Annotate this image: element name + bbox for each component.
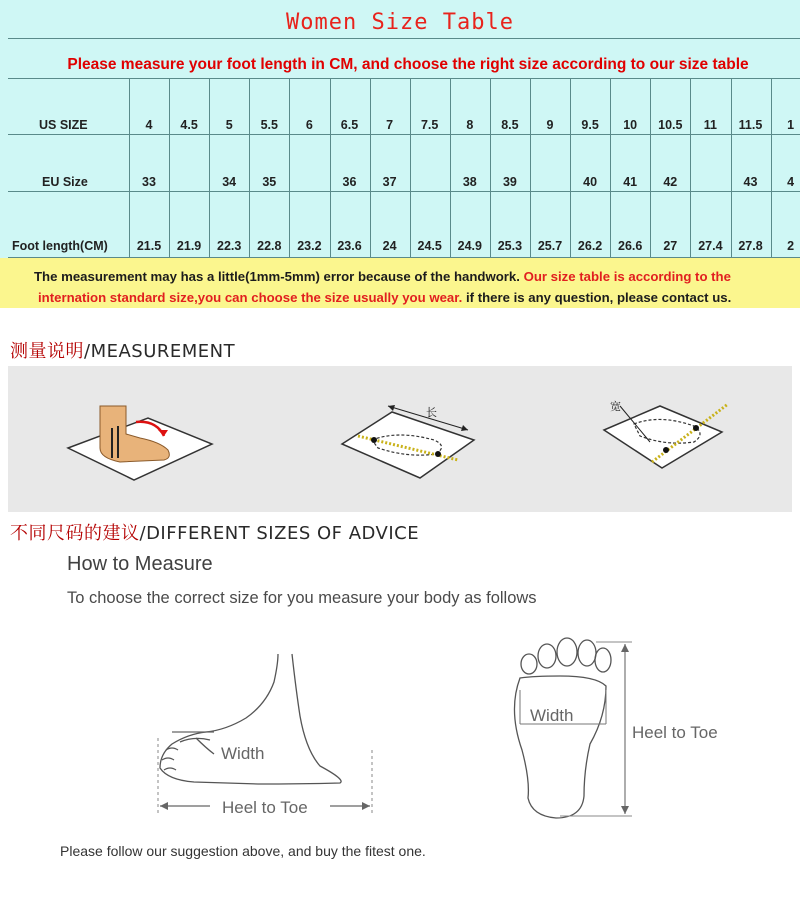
foot-length-cell: 23.2 [297,239,322,253]
foot-length-cell: 2 [787,239,795,253]
us-size-cell: 8.5 [501,118,519,132]
column-divider [169,79,170,257]
foot-length-cell: 27 [663,239,678,253]
foot-length-cell: 25.7 [537,239,563,253]
column-divider [410,79,411,257]
side-heel-to-toe-label: Heel to Toe [222,798,308,817]
sole-width-label: Width [530,706,574,725]
eu-size-cell: 40 [583,175,598,189]
us-size-cell: 8 [466,118,474,132]
column-divider [731,79,732,257]
eu-size-cell: 43 [743,175,758,189]
us-size-cell: 7 [386,118,394,132]
sole-foot-outline [514,638,611,818]
eu-size-label: EU Size [42,175,88,189]
column-divider [610,79,611,257]
foot-length-cell: 26.6 [618,239,643,253]
measurement-heading-cn: 测量说明 [10,341,84,362]
foot-length-cell: 24.5 [417,239,442,253]
measurement-panel [8,366,792,512]
advice-heading [10,519,419,545]
size-table-notice: Please measure your foot length in CM, and choose the right size according to our size table [67,56,749,73]
us-size-cell: 5 [225,118,233,132]
foot-length-cell: 27.8 [738,239,763,253]
us-size-cell: 11 [703,118,717,132]
measurement-heading-en: /MEASUREMENT [84,341,236,362]
column-divider [650,79,651,257]
side-foot-outline [160,654,341,784]
us-size-cell: 11.5 [738,118,763,132]
column-divider [209,79,210,257]
us-size-cell: 9.5 [581,118,599,132]
column-divider [450,79,451,257]
column-divider [289,79,290,257]
column-divider [771,79,772,257]
bottom-note: Please follow our suggestion above, and buy the fitest one. [60,843,426,859]
column-divider [370,79,371,257]
us-size-cell: 9 [546,118,554,132]
side-width-label: Width [221,744,265,763]
foot-length-cell: 27.4 [698,239,723,253]
size-table [0,0,800,308]
eu-size-cell: 36 [342,175,357,189]
divider [8,134,800,135]
column-divider [570,79,571,257]
footnote-error-text: The measurement may has a little(1mm-5mm) error because of the handwork. [34,269,520,284]
us-size-cell: 6 [305,118,313,132]
measure-diagram [0,620,800,840]
foot-length-cell: 26.2 [577,239,603,253]
us-size-cell: 4.5 [180,118,198,132]
advice-heading-cn: 不同尺码的建议 [10,523,140,544]
foot-on-paper-illustration [60,386,220,486]
foot-length-cell: 21.5 [136,239,162,253]
length-char: 长 [426,406,437,419]
us-size-cell: 6.5 [340,118,359,132]
foot-length-illustration [338,384,478,484]
us-size-cell: 5.5 [260,118,278,132]
divider [8,78,800,79]
us-size-cell: 1 [787,118,795,132]
column-divider [490,79,491,257]
us-size-label: US SIZE [39,118,88,132]
foot-length-label: Foot length(CM) [12,239,108,253]
advice-heading-en: /DIFFERENT SIZES OF ADVICE [139,523,420,544]
measurement-heading [10,337,235,363]
foot-length-cell: 24.9 [457,239,482,253]
foot-length-cell: 24 [382,239,397,253]
eu-size-cell: 35 [262,175,277,189]
footnote-contact-text: if there is any question, please contact us. [466,290,732,305]
footnote-choose-text: internation standard size,you can choose the size usually you wear. [38,290,463,305]
eu-size-cell: 38 [462,175,477,189]
column-divider [129,79,130,257]
us-size-cell: 10 [623,118,638,132]
footnote-standard-text: Our size table is according to the [523,269,731,284]
us-size-cell: 10.5 [658,118,683,132]
footnote-line-1 [34,269,731,284]
column-divider [330,79,331,257]
size-table-title: Women Size Table [286,10,514,35]
column-divider [530,79,531,257]
us-size-cell: 4 [145,118,153,132]
foot-length-cell: 25.3 [497,239,523,253]
foot-length-cell: 21.9 [176,239,202,253]
sole-heel-to-toe-label: Heel to Toe [632,723,718,742]
eu-size-cell: 41 [623,175,638,189]
foot-width-illustration [590,380,730,480]
eu-size-cell: 33 [142,175,156,189]
how-to-measure-subtitle: To choose the correct size for you measure your body as follows [67,589,537,607]
how-to-measure-title: How to Measure [67,553,213,575]
eu-size-cell: 42 [663,175,678,189]
footnote-line-2 [38,290,731,305]
foot-length-cell: 22.8 [257,239,282,253]
eu-size-cell: 39 [502,175,517,189]
foot-length-cell: 22.3 [217,239,242,253]
eu-size-cell: 4 [787,175,795,189]
foot-length-cell: 23.6 [337,239,362,253]
divider [8,38,800,39]
width-char: 宽 [610,400,621,413]
column-divider [690,79,691,257]
eu-size-cell: 37 [382,175,397,189]
divider [8,191,800,192]
eu-size-cell: 34 [222,175,237,189]
column-divider [249,79,250,257]
us-size-cell: 7.5 [420,118,439,132]
size-table-footnote [0,258,800,308]
